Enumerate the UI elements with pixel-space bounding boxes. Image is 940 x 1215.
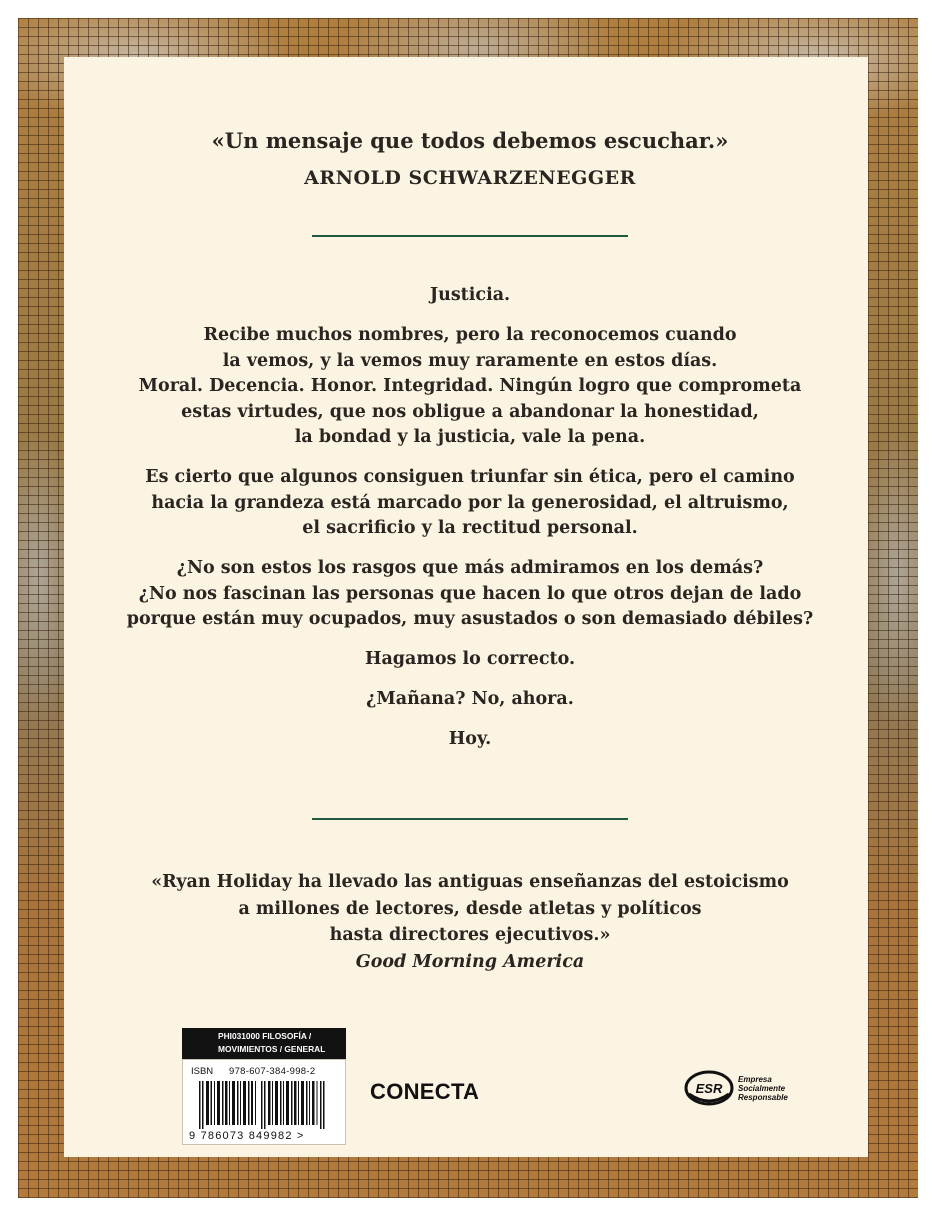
synopsis-line: la bondad y la justicia, vale la pena. [294,427,646,447]
esr-line-1: Empresa [738,1075,772,1084]
synopsis-line: estas virtudes, que nos obligue a abandonar la honestidad, [181,401,759,422]
isbn-barcode-box [182,1059,346,1145]
bisac-line-2: MOVIMIENTOS / GENERAL [218,1044,326,1054]
esr-line-2: Socialmente [738,1084,786,1093]
divider-top [312,235,628,237]
bisac-line-1: PHI031000 FILOSOFÍA / [218,1031,312,1041]
synopsis-paragraph-3 [0,465,940,542]
closing-quote-line: a millones de lectores, desde atletas y políticos [238,898,702,919]
synopsis-line: Es cierto que algunos consiguen triunfar sin ética, pero el camino [145,467,795,487]
synopsis-line: la vemos, y la vemos muy raramente en estos días. [222,350,718,371]
synopsis-paragraph-6: ¿Mañana? No, ahora. [366,689,574,709]
closing-quote [0,869,940,975]
isbn-number: 978-607-384-998-2 [229,1066,316,1077]
synopsis-paragraph-2 [0,323,940,451]
synopsis-line: Moral. Decencia. Honor. Integridad. Ningún logro que comprometa [138,376,802,396]
synopsis-line: porque están muy ocupados, muy asustados o son demasiado débiles? [126,609,814,629]
synopsis-line: hacia la grandeza está marcado por la generosidad, el altruismo, [151,492,789,513]
header-quote-author: ARNOLD SCHWARZENEGGER [304,167,636,189]
synopsis-line: ¿No nos fascinan las personas que hacen lo que otros dejan de lado [138,583,802,604]
esr-label [738,1075,788,1102]
closing-quote-line: «Ryan Holiday ha llevado las antiguas enseñanzas del estoicismo [151,872,789,892]
barcode-digits: 9 786073 849982 > [189,1130,305,1142]
bisac-category-label [182,1028,346,1059]
synopsis-paragraph-4 [0,556,940,633]
svg-text:ESR: ESR [695,1081,723,1096]
synopsis-paragraph-7: Hoy. [448,729,492,749]
closing-quote-line: hasta directores ejecutivos.» [329,925,611,945]
header-quote: «Un mensaje que todos debemos escuchar.» [211,128,729,153]
synopsis-line: ¿No son estos los rasgos que más admiramos en los demás? [176,558,764,578]
divider-bottom [312,818,628,820]
esr-seal-icon [683,1068,735,1108]
synopsis-line: el sacrificio y la rectitud personal. [302,518,638,538]
barcode-image [199,1081,331,1129]
synopsis-paragraph-5: Hagamos lo correcto. [364,649,576,669]
synopsis [0,283,940,767]
publisher-logo-conecta: CONECTA [370,1079,480,1104]
isbn-label: ISBN [191,1066,214,1077]
closing-quote-source: Good Morning America [355,951,585,972]
synopsis-line: Recibe muchos nombres, pero la reconocemos cuando [203,325,737,345]
esr-line-3: Responsable [738,1093,788,1102]
synopsis-paragraph-1: Justicia. [429,285,511,305]
